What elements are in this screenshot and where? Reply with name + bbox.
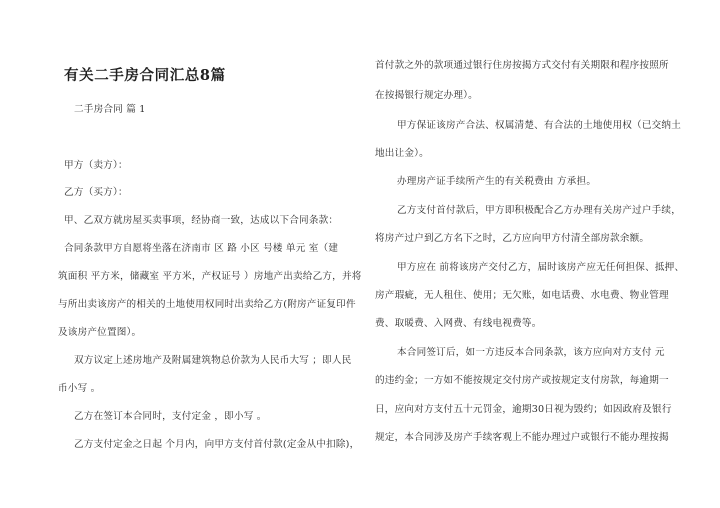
paragraph-line: 乙方在签订本合同时，支付定金 ，即小写 。 xyxy=(74,411,267,422)
paragraph-line: 甲、乙双方就房屋买卖事项，经协商一致，达成以下合同条款： xyxy=(64,215,339,226)
paragraph-line: 规定，本合同涉及房产手续客观上不能办理过户或银行不能办理按揭 xyxy=(375,432,669,443)
party-a-line: 甲方（卖方）： xyxy=(64,160,128,171)
paragraph-line: 双方议定上述房地产及附属建筑物总价款为人民币大写 ；即人民 xyxy=(74,355,352,366)
party-b-line: 乙方（买方）： xyxy=(64,187,128,198)
paragraph-line: 及该房产位置图）。 xyxy=(58,327,142,338)
paragraph-line: 与所出卖该房产的相关的土地使用权同时出卖给乙方(附房产证复印件 xyxy=(58,299,356,310)
paragraph-line: 币小写 。 xyxy=(58,383,101,394)
paragraph-line: 本合同签订后，如一方违反本合同条款，该方应向对方支付 元 xyxy=(397,347,665,358)
paragraph-line: 甲方应在 前将该房产交付乙方，届时该房产应无任何担保、抵押、 xyxy=(397,262,685,273)
paragraph-line: 房产瑕疵，无人租住、使用；无欠账，如电话费、水电费、物业管理 xyxy=(375,290,669,301)
section-heading: 二手房合同 篇 1 xyxy=(74,104,146,115)
paragraph-line: 将房产过户到乙方名下之时，乙方应向甲方付清全部房款余额。 xyxy=(375,233,650,244)
paragraph-line: 合同条款甲方自愿将坐落在济南市 区 路 小区 号楼 单元 室（建 xyxy=(64,243,339,254)
paragraph-line: 乙方支付定金之日起 个月内，向甲方支付首付款(定金从中扣除)， xyxy=(74,439,360,450)
paragraph-line: 费、取暖费、入网费、有线电视费等。 xyxy=(375,318,542,329)
paragraph-line: 首付款之外的款项通过银行住房按揭方式交付有关期限和程序按照所 xyxy=(375,60,669,71)
paragraph-line: 的违约金；一方如不能按规定交付房产或按规定支付房款，每逾期一 xyxy=(375,375,669,386)
paragraph-line: 甲方保证该房产合法、权属清楚、有合法的土地使用权（已交纳土 xyxy=(397,120,682,131)
paragraph-line: 地出让金）。 xyxy=(375,148,429,159)
document-title: 有关二手房合同汇总8篇 xyxy=(64,67,226,84)
paragraph-line: 办理房产证手续所产生的有关税费由 方承担。 xyxy=(397,176,597,187)
paragraph-line: 乙方支付首付款后，甲方即积极配合乙方办理有关房产过户手续， xyxy=(397,205,682,216)
paragraph-line: 日，应向对方支付五十元罚金，逾期30日视为毁约；如因政府及银行 xyxy=(375,404,672,415)
paragraph-line: 筑面积 平方米，储藏室 平方米，产权证号 ）房地产出卖给乙方，并将 xyxy=(58,271,362,282)
paragraph-line: 在按揭银行规定办理）。 xyxy=(375,90,478,101)
